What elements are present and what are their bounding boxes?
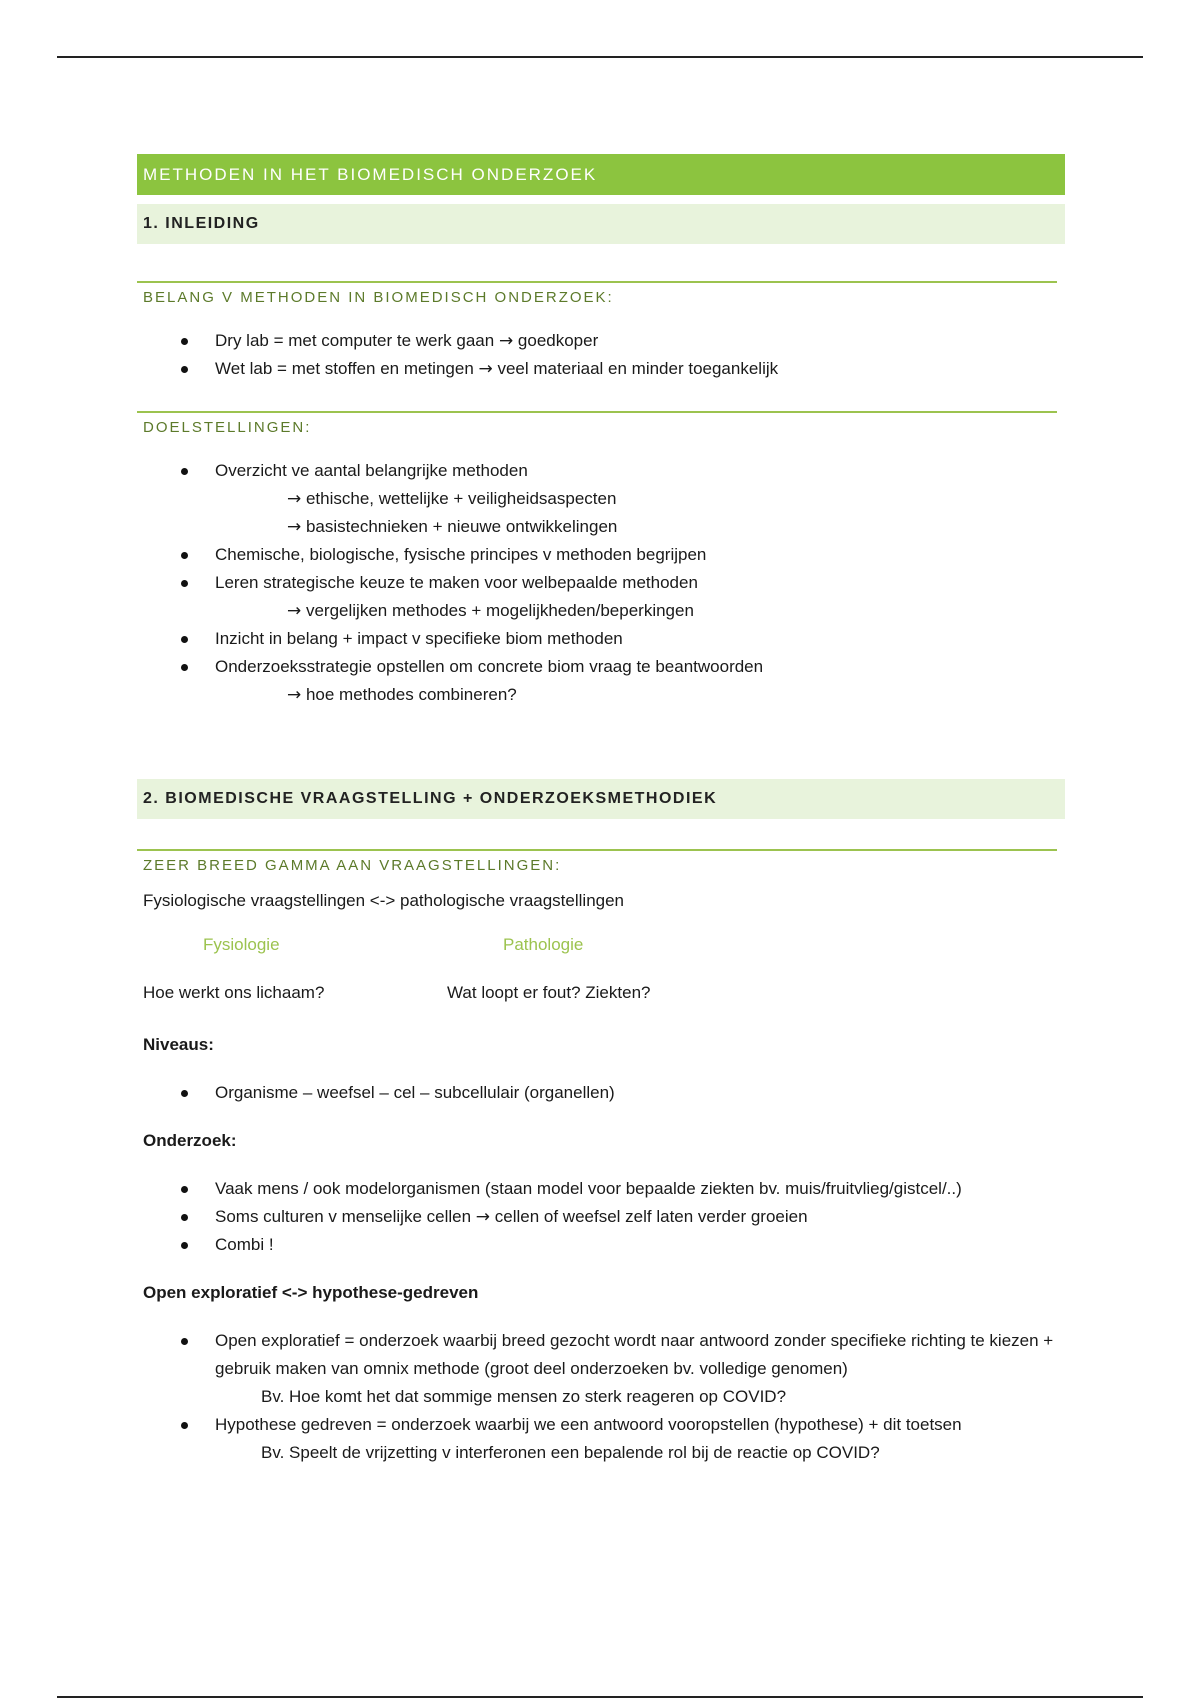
list-item: Overzicht ve aantal belangrijke methoden → ethische, wettelijke + veiligheidsaspecten → basistechnieken + nieuwe ontwikkelingen xyxy=(137,457,1065,541)
document-body xyxy=(137,154,1065,1467)
doelstellingen-list xyxy=(137,457,1065,709)
belang-list xyxy=(137,327,1065,383)
open-list xyxy=(137,1327,1065,1467)
gamma-intro: Fysiologische vraagstellingen <-> pathologische vraagstellingen xyxy=(143,891,625,910)
fysiologie-question: Hoe werkt ons lichaam? xyxy=(143,983,325,1002)
list-item: Dry lab = met computer te werk gaan → goedkoper xyxy=(137,327,1065,355)
pathologie-question: Wat loopt er fout? Ziekten? xyxy=(447,983,651,1002)
list-item: Inzicht in belang + impact v specifieke biom methoden xyxy=(137,625,1065,653)
list-item: Organisme – weefsel – cel – subcellulair (organellen) xyxy=(137,1079,1065,1107)
niveaus-heading: Niveaus: xyxy=(143,1035,214,1054)
onderzoek-list xyxy=(137,1175,1065,1259)
list-item: Leren strategische keuze te maken voor welbepaalde methoden → vergelijken methodes + mogelijkheden/beperkingen xyxy=(137,569,1065,625)
arrow-icon: → xyxy=(478,359,493,379)
list-item: Wet lab = met stoffen en metingen → veel materiaal en minder toegankelijk xyxy=(137,355,1065,383)
doelstellingen-heading: DOELSTELLINGEN: xyxy=(137,411,1057,443)
document-title: METHODEN IN HET BIOMEDISCH ONDERZOEK xyxy=(137,154,1065,195)
open-heading: Open exploratief <-> hypothese-gedreven xyxy=(143,1283,479,1302)
gamma-heading: ZEER BREED GAMMA AAN VRAAGSTELLINGEN: xyxy=(137,849,1057,881)
arrow-icon: → xyxy=(287,601,302,621)
fysiologie-label: Fysiologie xyxy=(203,935,280,954)
list-item: Onderzoeksstrategie opstellen om concrete biom vraag te beantwoorden → hoe methodes combineren? xyxy=(137,653,1065,709)
example-text: Bv. Speelt de vrijzetting v interferonen een bepalende rol bij de reactie op COVID? xyxy=(261,1443,880,1462)
section-1-heading: 1. INLEIDING xyxy=(137,204,1065,244)
belang-heading: BELANG V METHODEN IN BIOMEDISCH ONDERZOEK: xyxy=(137,281,1057,313)
page-top-rule xyxy=(57,56,1143,58)
arrow-icon: → xyxy=(475,1207,491,1227)
example-text: Bv. Hoe komt het dat sommige mensen zo sterk reageren op COVID? xyxy=(261,1387,787,1406)
list-item: Combi ! xyxy=(137,1231,1065,1259)
list-item: Chemische, biologische, fysische principes v methoden begrijpen xyxy=(137,541,1065,569)
list-item: Vaak mens / ook modelorganismen (staan model voor bepaalde ziekten bv. muis/fruitvlieg/gistcel/..) xyxy=(137,1175,1065,1203)
arrow-icon: → xyxy=(498,331,514,351)
arrow-icon: → xyxy=(287,517,302,537)
arrow-icon: → xyxy=(287,685,302,705)
arrow-icon: → xyxy=(287,489,302,509)
pathologie-label: Pathologie xyxy=(503,935,584,954)
list-item: Open exploratief = onderzoek waarbij breed gezocht wordt naar antwoord zonder specifieke richting te kiezen + gebruik maken van omnix methode (groot deel onderzoeken bv. volledige genomen) Bv. Hoe komt het dat sommige mensen zo sterk reageren op COVID? xyxy=(137,1327,1065,1411)
list-item: Hypothese gedreven = onderzoek waarbij we een antwoord vooropstellen (hypothese) + dit toetsen Bv. Speelt de vrijzetting v interferonen een bepalende rol bij de reactie op COVID? xyxy=(137,1411,1065,1467)
onderzoek-heading: Onderzoek: xyxy=(143,1131,237,1150)
section-2-heading: 2. BIOMEDISCHE VRAAGSTELLING + ONDERZOEKSMETHODIEK xyxy=(137,779,1065,819)
list-item: Soms culturen v menselijke cellen → cellen of weefsel zelf laten verder groeien xyxy=(137,1203,1065,1231)
niveaus-list xyxy=(137,1079,1065,1107)
page-bottom-rule xyxy=(57,1696,1143,1698)
